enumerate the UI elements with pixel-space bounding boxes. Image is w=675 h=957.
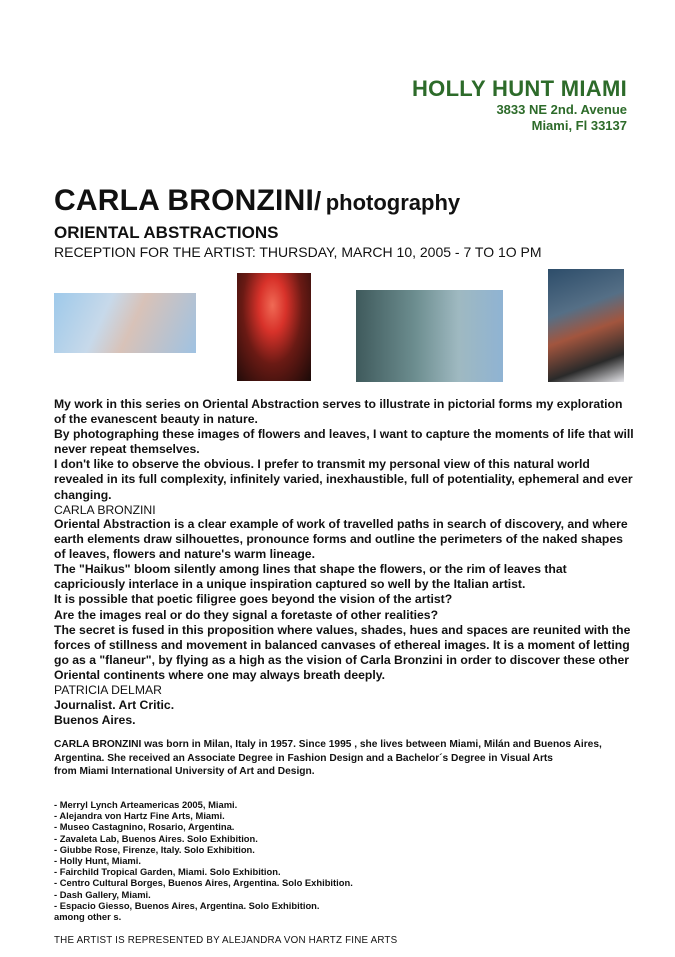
representation-note: THE ARTIST IS REPRESENTED BY ALEJANDRA VON HARTZ FINE ARTS (54, 935, 398, 946)
statement-signature: CARLA BRONZINI (54, 502, 156, 517)
exhibition-item: - Fairchild Tropical Garden, Miami. Solo Exhibition. (54, 866, 281, 878)
gallery-block (412, 76, 627, 134)
review-line: The secret is fused in this proposition where values, shades, hues and spaces are reunited with the forces of stillness and movement in balanced canvases of ethereal images. It is a moment of letting go as a "flaneur", by flying as a high as the vision of Carla Bronzini in order to discover these other Oriental continents where one may always breath deeply. (54, 622, 631, 682)
exhibition-item: - Merryl Lynch Arteamericas 2005, Miami. (54, 799, 238, 810)
exhibition-item: - Holly Hunt, Miami. (54, 855, 141, 867)
exhibition-item: among other s. (54, 911, 122, 923)
title-line (54, 184, 542, 223)
review-line: Are the images real or do they signal a foretaste of other realities? (54, 607, 439, 622)
statement-line: By photographing these images of flowers and leaves, I want to capture the moments of life that will never repeat themselves. (54, 427, 634, 457)
statement-line: I don't like to observe the obvious. I prefer to transmit my personal view of this natural world revealed in its full complexity, infinitely varied, inexhaustible, full of potentiality, ephemeral and ever changing. (54, 457, 633, 502)
artist-bio (54, 738, 624, 779)
photo-orchid (54, 293, 196, 353)
exhibition-item: - Zavaleta Lab, Buenos Aires. Solo Exhibition. (54, 832, 258, 844)
exhibition-list (54, 799, 353, 922)
artist-medium: photography (325, 190, 461, 215)
series-title: ORIENTAL ABSTRACTIONS (54, 223, 279, 242)
review-line: It is possible that poetic filigree goes beyond the vision of the artist? (54, 592, 453, 607)
critic-role: Journalist. Art Critic. (54, 698, 175, 713)
gallery-address-line1: 3833 NE 2nd. Avenue (496, 102, 627, 117)
exhibition-header (54, 184, 542, 261)
exhibition-item: - Centro Cultural Borges, Buenos Aires, Argentina. Solo Exhibition. (54, 877, 353, 889)
exhibition-item: - Giubbe Rose, Firenze, Italy. Solo Exhibition. (54, 843, 255, 855)
critic-name: PATRICIA DELMAR (54, 683, 162, 698)
gallery-address-line2: Miami, Fl 33137 (531, 118, 627, 133)
photo-red-flower (237, 273, 311, 381)
review-line: The "Haikus" bloom silently among lines that shape the flowers, or the rim of leaves that capriciously interlace in a unique inspiration captured so well by the Italian artist. (54, 562, 567, 592)
artist-name: CARLA BRONZINI (54, 184, 314, 217)
critic-review (54, 517, 634, 728)
statement-line: My work in this series on Oriental Abstraction serves to illustrate in pictorial forms my exploration of the evanescent beauty in nature. (54, 397, 623, 427)
photo-petals (548, 269, 624, 382)
gallery-name: HOLLY HUNT MIAMI (411, 76, 627, 101)
photo-blue-flower (356, 290, 503, 382)
exhibition-item: - Espacio Giesso, Buenos Aires, Argentina. Solo Exhibition. (54, 899, 320, 911)
review-line: Oriental Abstraction is a clear example of work of travelled paths in search of discovery, and where earth elements draw silhouettes, pronounce forms and outline the perimeters of the naked shapes of leaves, flowers and nature's warm lineage. (54, 517, 628, 562)
artist-statement (54, 397, 634, 518)
bio-line: CARLA BRONZINI was born in Milan, Italy in 1957. Since 1995 , she lives between Miami, Milán and Buenos Aires, (54, 739, 602, 750)
exhibition-item: - Dash Gallery, Miami. (54, 888, 151, 900)
bio-line: from Miami International University of Art and Design. (54, 766, 315, 778)
exhibition-item: - Museo Castagnino, Rosario, Argentina. (54, 821, 235, 833)
bio-line: Argentina. She received an Associate Degree in Fashion Design and a Bachelor´s Degree in Visual Arts (54, 752, 553, 764)
critic-city: Buenos Aires. (54, 713, 136, 728)
reception-info: RECEPTION FOR THE ARTIST: THURSDAY, MARCH 10, 2005 - 7 TO 1O PM (54, 244, 542, 260)
exhibition-item: - Alejandra von Hartz Fine Arts, Miami. (54, 810, 225, 822)
title-separator: / (314, 186, 322, 216)
